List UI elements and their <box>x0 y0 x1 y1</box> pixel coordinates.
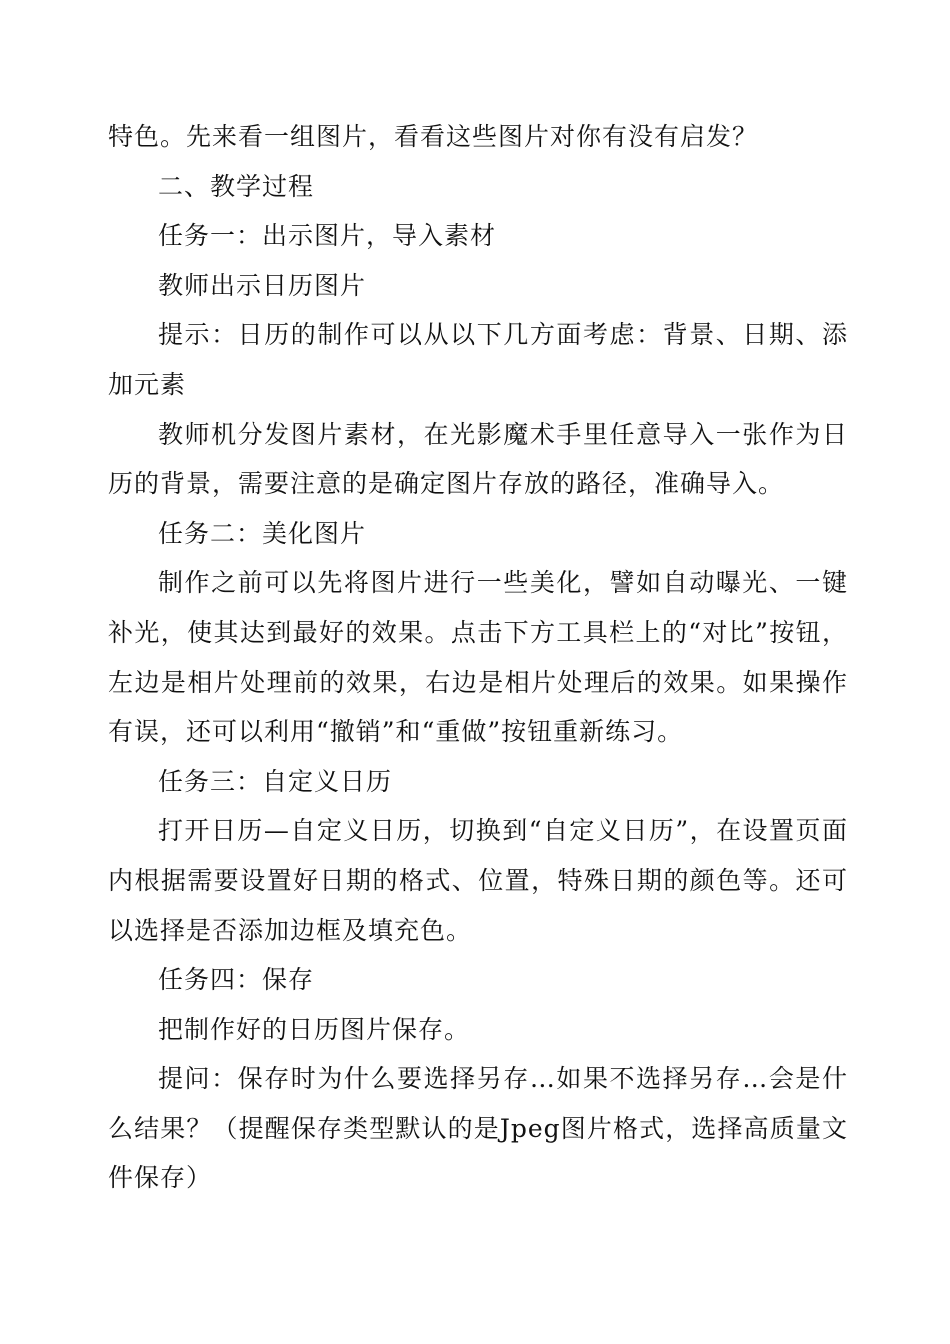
paragraph-distribute-materials: 教师机分发图片素材，在光影魔术手里任意导入一张作为日历的背景，需要注意的是确定图片存放的路径，准确导入。 <box>108 419 848 499</box>
paragraph-question: 提问：保存时为什么要选择另存…如果不选择另存…会是什么结果？（提醒保存类型默认的是Jpeg图片格式，选择高质量文件保存） <box>108 1064 848 1193</box>
section-heading-teaching-process: 二、教学过程 <box>158 171 315 201</box>
document-page <box>108 112 848 1203</box>
paragraph-intro-continuation: 特色。先来看一组图片，看看这些图片对你有没有启发？ <box>108 122 759 151</box>
paragraph-hint: 提示：日历的制作可以从以下几方面考虑：背景、日期、添加元素 <box>108 320 848 399</box>
paragraph-beautify-image: 制作之前可以先将图片进行一些美化，譬如自动曝光、一键补光，使其达到最好的效果。点击下方工具栏上的“对比”按钮，左边是相片处理前的效果，右边是相片处理后的效果。如果操作有误，还可以利用“撤销”和“重做”按钮重新练习。 <box>108 568 848 747</box>
task-four-heading: 任务四：保存 <box>158 965 315 995</box>
paragraph-save-image: 把制作好的日历图片保存。 <box>158 1014 471 1044</box>
task-three-heading: 任务三：自定义日历 <box>158 766 393 796</box>
task-one-heading: 任务一：出示图片，导入素材 <box>158 221 497 251</box>
paragraph-teacher-shows-calendar: 教师出示日历图片 <box>158 270 367 300</box>
task-two-heading: 任务二：美化图片 <box>158 518 367 548</box>
paragraph-custom-calendar: 打开日历—自定义日历，切换到“自定义日历”，在设置页面内根据需要设置好日期的格式、位置，特殊日期的颜色等。还可以选择是否添加边框及填充色。 <box>108 816 848 945</box>
